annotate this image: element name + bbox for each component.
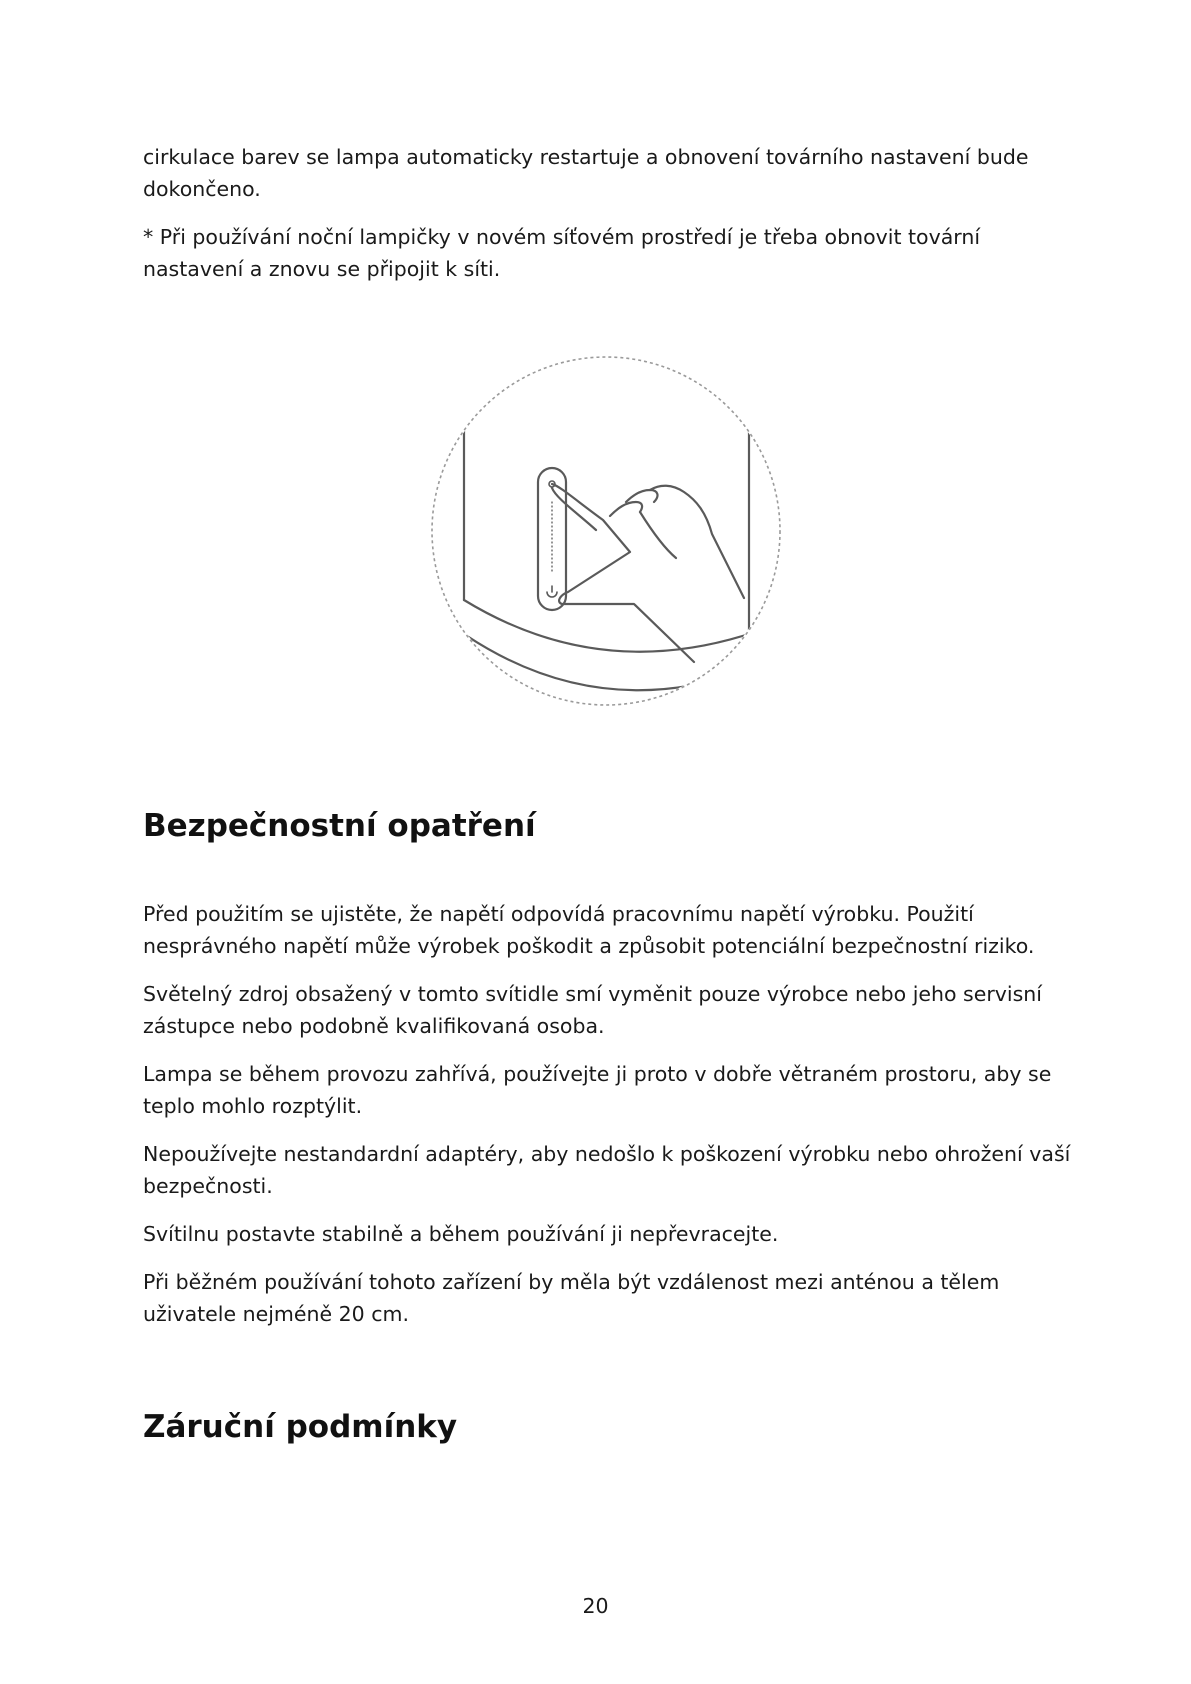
page-number: 20 <box>582 1594 609 1618</box>
intro-paragraph-2: * Při používání noční lampičky v novém síťovém prostředí je třeba obnovit tovární nastavení a znovu se připojit k síti. <box>143 225 981 281</box>
warranty-heading: Záruční podmínky <box>143 1409 458 1445</box>
hand-pressing-touch-panel-illustration <box>428 352 784 710</box>
intro-paragraph-1: cirkulace barev se lampa automaticky restartuje a obnovení továrního nastavení bude dokončeno. <box>143 145 1029 201</box>
safety-paragraph-6: Při běžném používání tohoto zařízení by měla být vzdálenost mezi anténou a tělem uživatele nejméně 20 cm. <box>143 1270 1000 1326</box>
safety-paragraph-5: Svítilnu postavte stabilně a během používání ji nepřevracejte. <box>143 1222 779 1246</box>
safety-paragraph-1: Před použitím se ujistěte, že napětí odpovídá pracovnímu napětí výrobku. Použití nesprávného napětí může výrobek poškodit a způsobit potenciální bezpečnostní riziko. <box>143 902 1035 958</box>
safety-paragraph-2: Světelný zdroj obsažený v tomto svítidle smí vyměnit pouze výrobce nebo jeho servisní zástupce nebo podobně kvalifikovaná osoba. <box>143 982 1042 1038</box>
safety-heading: Bezpečnostní opatření <box>143 808 536 844</box>
safety-paragraph-3: Lampa se během provozu zahřívá, používejte ji proto v dobře větraném prostoru, aby se teplo mohlo rozptýlit. <box>143 1062 1052 1118</box>
safety-paragraph-4: Nepoužívejte nestandardní adaptéry, aby nedošlo k poškození výrobku nebo ohrožení vaší bezpečnosti. <box>143 1142 1071 1198</box>
